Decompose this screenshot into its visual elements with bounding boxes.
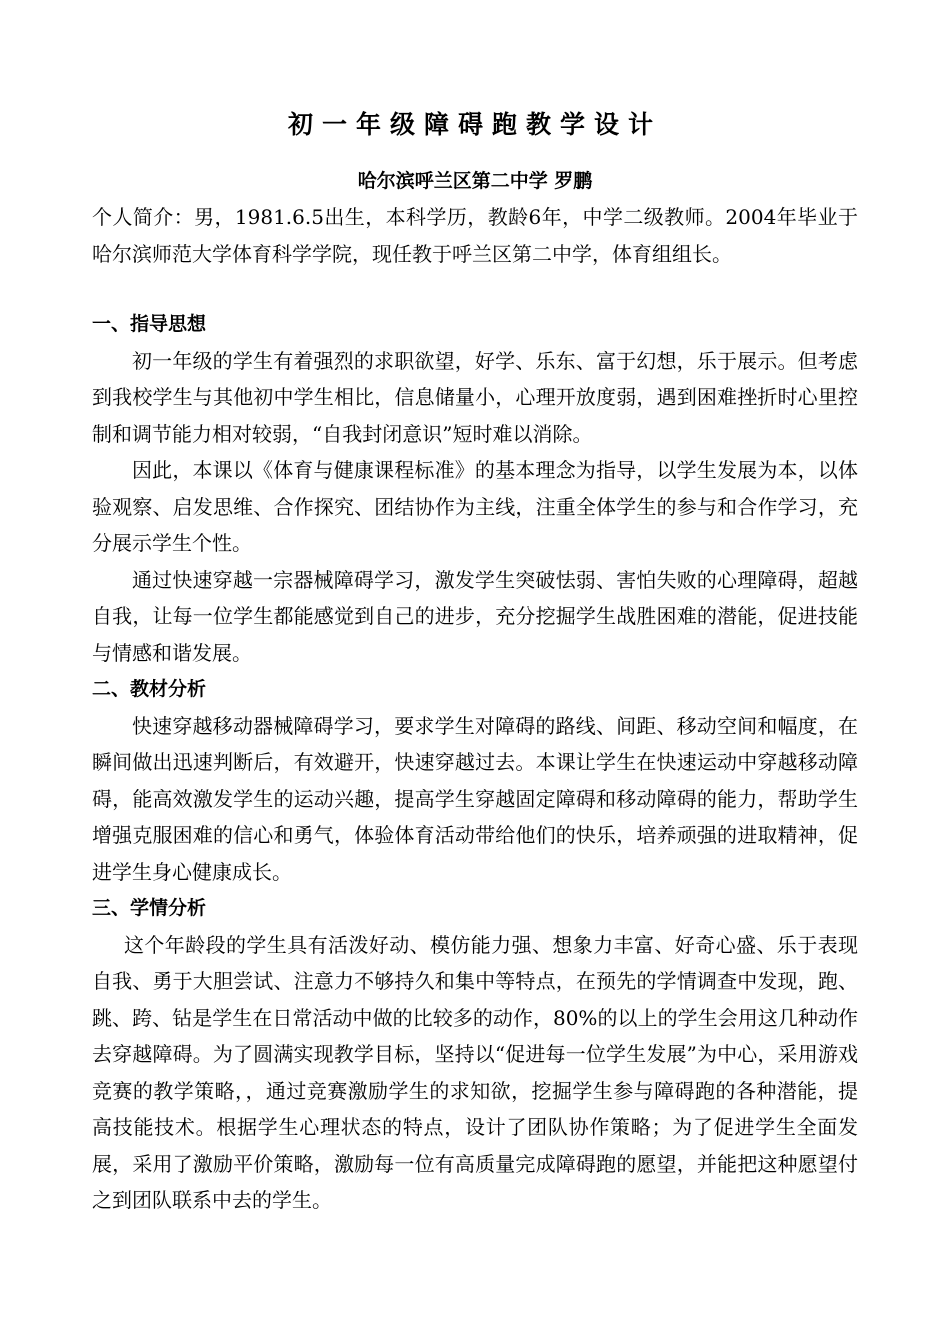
author-bio: 个人简介：男，1981.6.5出生，本科学历，教龄6年，中学二级教师。2004年毕业于哈尔滨师范大学体育科学学院，现任教于呼兰区第二中学，体育组组长。 — [92, 205, 858, 266]
author-line: 哈尔滨呼兰区第二中学 罗鹏 — [357, 170, 593, 192]
document-page — [92, 105, 858, 1219]
document-title: 初一年级障碍跑教学设计 — [287, 110, 662, 139]
paragraph: 通过快速穿越一宗器械障碍学习，激发学生突破怯弱、害怕失败的心理障碍，超越自我，让每一位学生都能感觉到自己的进步，充分挖掘学生战胜困难的潜能，促进技能与情感和谐发展。 — [92, 567, 858, 665]
section-heading: 一、指导思想 — [92, 313, 207, 335]
section-heading: 三、学情分析 — [92, 897, 207, 919]
paragraph: 因此，本课以《体育与健康课程标准》的基本理念为指导，以学生发展为本，以体验观察、启发思维、合作探究、团结协作为主线，注重全体学生的参与和合作学习，充分展示学生个性。 — [92, 458, 858, 555]
paragraph: 这个年龄段的学生具有活泼好动、模仿能力强、想象力丰富、好奇心盛、乐于表现自我、勇于大胆尝试、注意力不够持久和集中等特点，在预先的学情调查中发现，跑、跳、跨、钻是学生在日常活动中做的比较多的动作，80%的以上的学生会用这几种动作去穿越障碍。为了圆满实现教学目标，坚持以“促进每一位学生发展”为中心，采用游戏竞赛的教学策略，，通过竞赛激励学生的求知欲，挖掘学生参与障碍跑的各种潜能，提高技能技术。根据学生心理状态的特点，设计了团队协作策略；为了促进学生全面发展，采用了激励平价策略，激励每一位有高质量完成障碍跑的愿望，并能把这种愿望付之到团队联系中去的学生。 — [92, 932, 858, 1212]
paragraph: 快速穿越移动器械障碍学习，要求学生对障碍的路线、间距、移动空间和幅度，在瞬间做出迅速判断后，有效避开，快速穿越过去。本课让学生在快速运动中穿越移动障碍，能高效激发学生的运动兴趣，提高学生穿越固定障碍和移动障碍的能力，帮助学生增强克服困难的信心和勇气，体验体育活动带给他们的快乐，培养顽强的进取精神，促进学生身心健康成长。 — [92, 713, 858, 884]
paragraph: 初一年级的学生有着强烈的求职欲望，好学、乐东、富于幻想，乐于展示。但考虑到我校学生与其他初中学生相比，信息储量小，心理开放度弱，遇到困难挫折时心里控制和调节能力相对较弱，“自我封闭意识”短时难以消除。 — [92, 348, 858, 446]
section-guiding-thought — [92, 306, 858, 671]
section-heading: 二、教材分析 — [92, 678, 207, 700]
section-material-analysis — [92, 671, 858, 890]
section-learner-analysis — [92, 890, 858, 1219]
